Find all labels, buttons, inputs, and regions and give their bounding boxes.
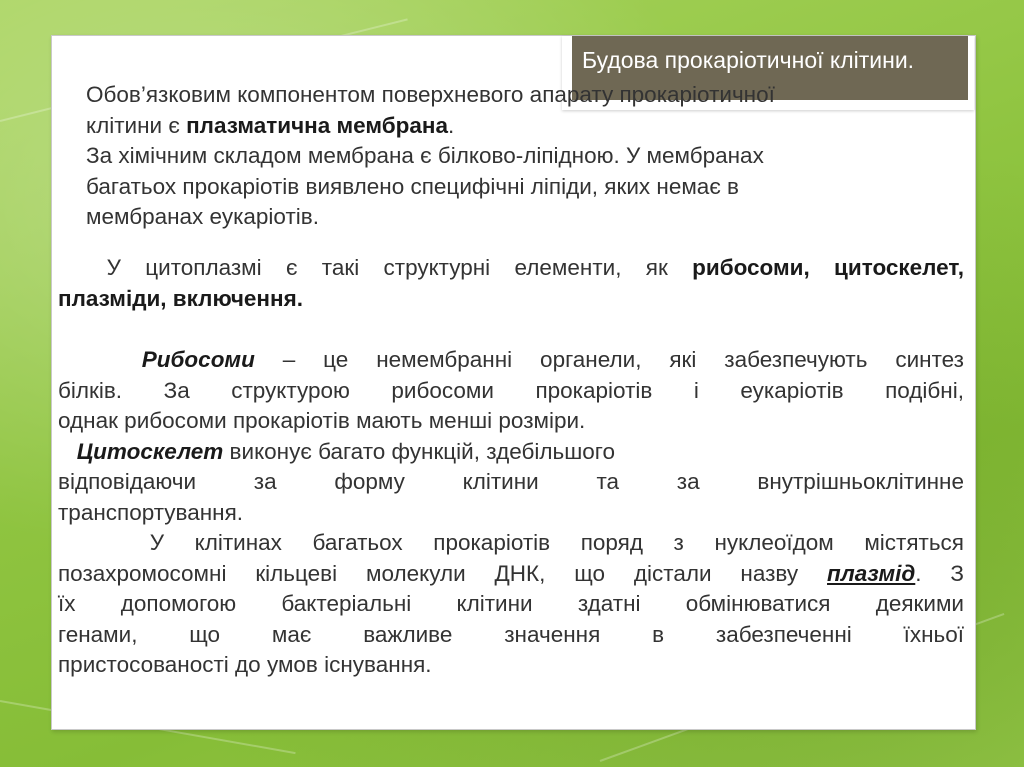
text-line: відповідаючи за форму клітини та за внутрішньоклітинне: [58, 469, 964, 494]
term-cytoplasm-elements: рибосоми, цитоскелет,: [692, 255, 964, 280]
text-line: білків. За структурою рибосоми прокаріотів і еукаріотів подібні,: [58, 377, 964, 403]
text-span: позахромосомні кільцеві молекули ДНК, що дістали назву: [58, 560, 828, 586]
text-line: Обов’язковим компонентом поверхневого апарату прокаріотичної: [86, 82, 775, 107]
text-line: [58, 253, 964, 284]
text-span: клітини є: [86, 112, 187, 138]
paragraph-details: [58, 345, 964, 681]
text-line: однак рибосоми прокаріотів мають менші розміри.: [58, 408, 586, 433]
text-span: .: [447, 112, 455, 138]
text-span: – це немембранні органели, які забезпечують синтез: [254, 347, 964, 372]
text-line: багатьох прокаріотів виявлено специфічні ліпіди, яких немає в: [86, 173, 740, 199]
text-span: . З: [915, 560, 964, 586]
term-cytoplasm-elements-cont: плазміди, включення.: [58, 285, 303, 311]
text-line: пристосованості до умов існування.: [58, 652, 432, 677]
term-ribosomes: Рибосоми: [141, 347, 255, 372]
text-line: їх допомогою бактеріальні клітини здатні обмінюватися деякими: [58, 591, 964, 616]
term-plasma-membrane: плазматична мембрана: [186, 112, 448, 138]
term-cytoskeleton: Цитоскелет: [76, 438, 224, 464]
text-span: виконує багато функцій, здебільшого: [223, 438, 615, 464]
text-span: У цитоплазмі є такі структурні елементи, як: [106, 255, 693, 280]
text-line: [58, 528, 964, 559]
term-plasmids: плазмід: [827, 560, 916, 586]
slide-title: Будова прокаріотичної клітини.: [572, 36, 968, 100]
paragraph-membrane: [86, 80, 966, 233]
text-span: У клітинах багатьох прокаріотів поряд з нуклеоїдом містяться: [149, 530, 964, 555]
paragraph-cytoplasm: [58, 253, 964, 314]
text-line: За хімічним складом мембрана є білково-ліпідною. У мембранах: [86, 143, 764, 168]
text-line: [58, 559, 964, 590]
text-line: [58, 437, 964, 468]
text-line: [58, 345, 964, 376]
text-line: [86, 111, 966, 142]
text-line: транспортування.: [58, 499, 244, 525]
text-line: мембранах еукаріотів.: [86, 204, 319, 229]
text-line: [58, 284, 964, 315]
text-line: генами, що має важливе значення в забезпеченні їхньої: [58, 621, 964, 647]
